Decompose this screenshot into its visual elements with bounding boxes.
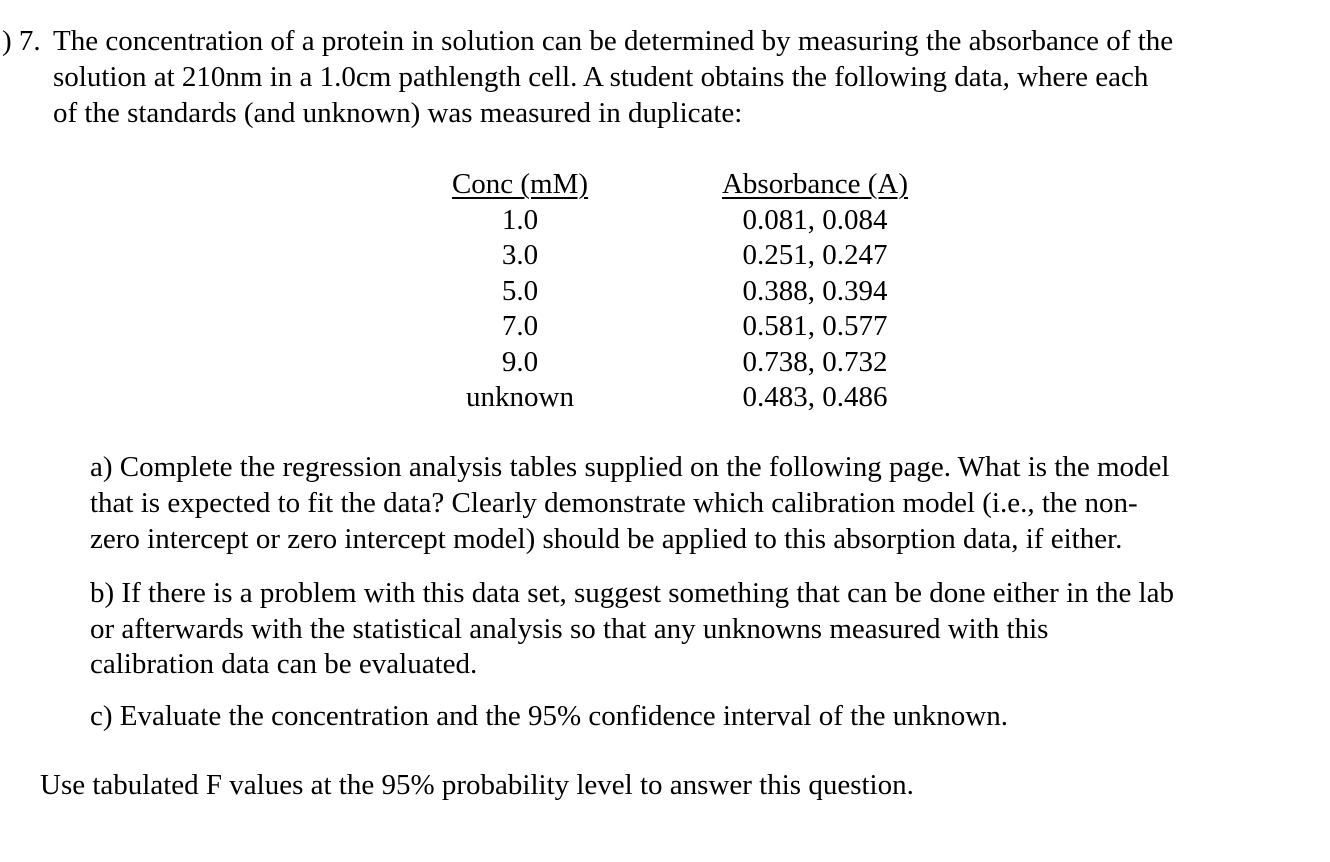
absorbance-cell: 0.388, 0.394 xyxy=(742,274,888,307)
conc-cell: 9.0 xyxy=(501,345,539,378)
absorbance-cell: 0.738, 0.732 xyxy=(742,345,888,378)
absorbance-cell: 0.251, 0.247 xyxy=(742,239,888,271)
conc-cell: 1.0 xyxy=(501,203,539,236)
question-stem-line-1: The concentration of a protein in solution can be determined by measuring the absorbance of the xyxy=(53,25,1174,57)
absorbance-column xyxy=(700,167,930,416)
part-b-line-2: or afterwards with the statistical analysis so that any unknowns measured with this xyxy=(90,613,1049,645)
absorbance-cell: 0.581, 0.577 xyxy=(742,310,888,342)
question-stem-line-3: of the standards (and unknown) was measured in duplicate: xyxy=(53,97,743,129)
part-c-line-1: c) Evaluate the concentration and the 95% confidence interval of the unknown. xyxy=(90,700,1008,732)
conc-cell: 7.0 xyxy=(501,310,539,342)
conc-column xyxy=(430,167,610,416)
part-a-line-2: that is expected to fit the data? Clearly demonstrate which calibration model (i.e., the non- xyxy=(90,487,1138,519)
absorbance-cell: 0.081, 0.084 xyxy=(742,203,888,236)
part-a-line-1: a) Complete the regression analysis tables supplied on the following page. What is the model xyxy=(90,451,1170,483)
conc-header: Conc (mM) xyxy=(451,168,589,200)
absorbance-cell: 0.483, 0.486 xyxy=(742,381,888,413)
absorbance-header: Absorbance (A) xyxy=(721,168,908,200)
conc-cell: 3.0 xyxy=(501,239,539,271)
part-b-line-1: b) If there is a problem with this data set, suggest something that can be done either in the lab xyxy=(90,577,1174,609)
question-number: ) 7. xyxy=(2,25,41,57)
part-a-line-3: zero intercept or zero intercept model) should be applied to this absorption data, if either. xyxy=(90,523,1123,555)
conc-cell: 5.0 xyxy=(501,274,539,307)
conc-cell: unknown xyxy=(466,381,574,413)
part-b-line-3: calibration data can be evaluated. xyxy=(90,648,478,680)
question-stem-line-2: solution at 210nm in a 1.0cm pathlength cell. A student obtains the following data, where each xyxy=(53,61,1149,93)
footer-instruction: Use tabulated F values at the 95% probability level to answer this question. xyxy=(40,769,914,801)
